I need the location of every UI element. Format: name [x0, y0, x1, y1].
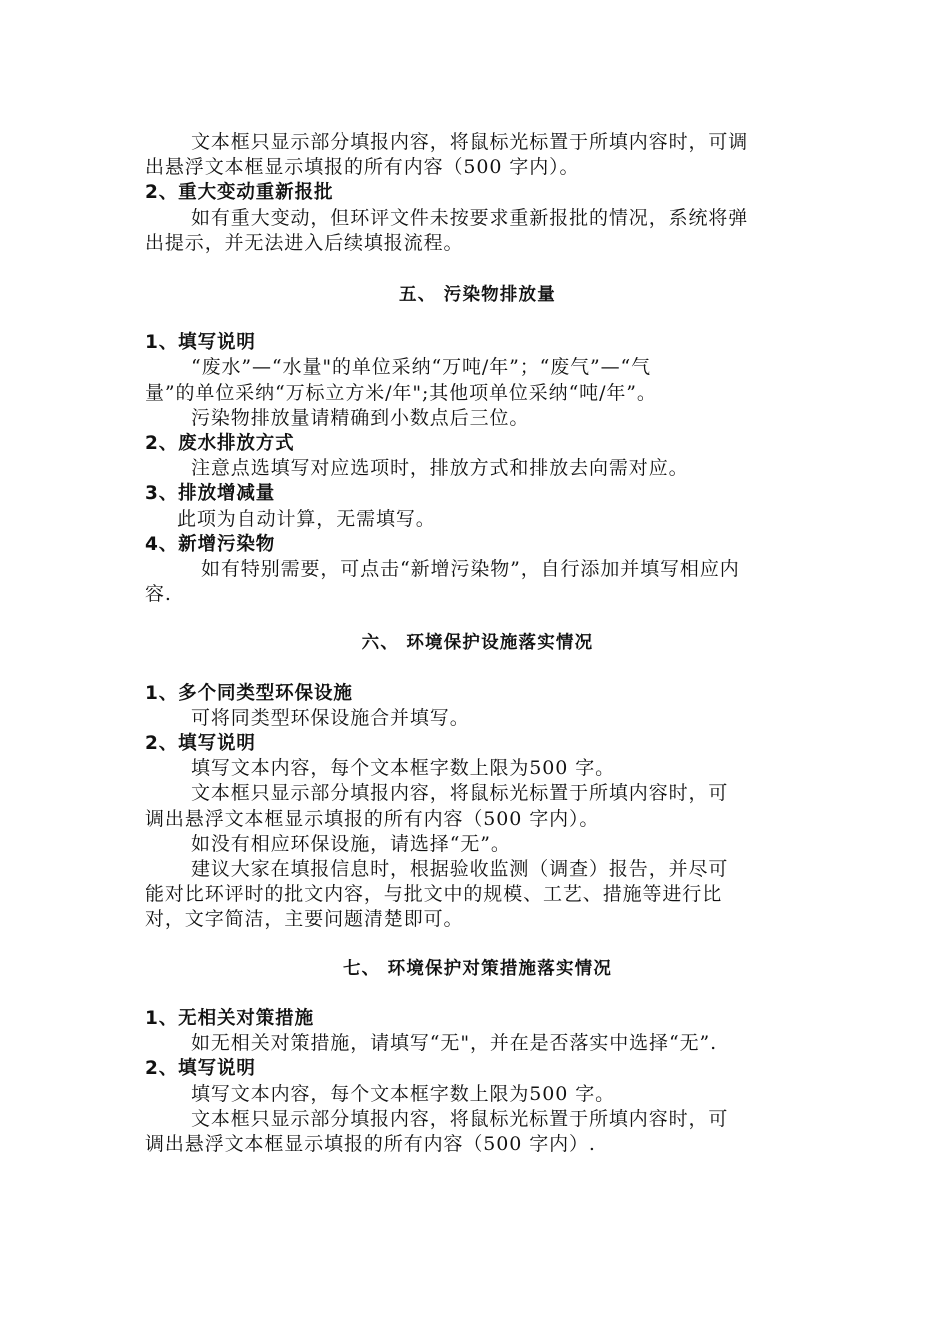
subheading: 4、新增污染物 [145, 533, 276, 555]
paragraph-line: 如没有相应环保设施，请选择“无”。 [191, 832, 511, 855]
paragraph-line: 文本框只显示部分填报内容，将鼠标光标置于所填内容时，可 [191, 1107, 729, 1130]
paragraph-line: 如有特别需要，可点击“新增污染物”，自行添加并填写相应内 [201, 558, 740, 581]
paragraph-line: 如有重大变动，但环评文件未按要求重新报批的情况，系统将弹 [191, 206, 749, 229]
subheading: 2、填写说明 [145, 733, 256, 755]
paragraph-line: 调出悬浮文本框显示填报的所有内容（500 字内）. [145, 1132, 596, 1155]
section-title: 七、 环境保护对策措施落实情况 [342, 958, 613, 979]
section-title: 六、 环境保护设施落实情况 [361, 633, 594, 654]
paragraph-line: 填写文本内容，每个文本框字数上限为500 字。 [191, 1082, 616, 1105]
paragraph-line: 注意点选填写对应选项时，排放方式和排放去向需对应。 [191, 457, 689, 480]
paragraph-line: 填写文本内容，每个文本框字数上限为500 字。 [191, 757, 616, 780]
paragraph-line: 如无相关对策措施，请填写“无"，并在是否落实中选择“无”. [191, 1032, 718, 1055]
paragraph-line: 文本框只显示部分填报内容，将鼠标光标置于所填内容时，可 [191, 782, 729, 805]
subheading: 2、重大变动重新报批 [145, 182, 334, 204]
paragraph-line: 可将同类型环保设施合并填写。 [191, 706, 470, 729]
subheading: 1、无相关对策措施 [145, 1007, 314, 1029]
paragraph-line: 容. [145, 583, 172, 606]
paragraph-line: 出悬浮文本框显示填报的所有内容（500 字内）。 [145, 156, 580, 179]
paragraph-line: 出提示，并无法进入后续填报流程。 [145, 231, 464, 254]
subheading: 1、多个同类型环保设施 [145, 682, 353, 704]
paragraph-line: 量”的单位采纳“万标立方米/年";其他项单位采纳“吨/年”。 [145, 381, 657, 404]
paragraph-line: 文本框只显示部分填报内容，将鼠标光标置于所填内容时，可调 [191, 131, 749, 153]
paragraph-line: 建议大家在填报信息时，根据验收监测（调查）报告，并尽可 [191, 858, 729, 881]
paragraph-line: 污染物排放量请精确到小数点后三位。 [191, 406, 530, 429]
paragraph-line: “废水”—“水量"的单位采纳“万吨/年”；“废气”—“气 [191, 356, 652, 379]
subheading: 2、填写说明 [145, 1058, 256, 1080]
document-page [145, 130, 810, 1157]
section-title: 五、 污染物排放量 [399, 285, 556, 306]
subheading: 2、废水排放方式 [145, 433, 295, 455]
subheading: 1、填写说明 [145, 332, 256, 354]
subheading: 3、排放增减量 [145, 483, 276, 505]
paragraph-line: 对，文字简洁，主要问题清楚即可。 [145, 908, 464, 931]
paragraph-line: 能对比环评时的批文内容，与批文中的规模、工艺、措施等进行比 [145, 883, 723, 906]
paragraph-line: 调出悬浮文本框显示填报的所有内容（500 字内）。 [145, 807, 600, 830]
paragraph-line: 此项为自动计算，无需填写。 [177, 507, 436, 530]
